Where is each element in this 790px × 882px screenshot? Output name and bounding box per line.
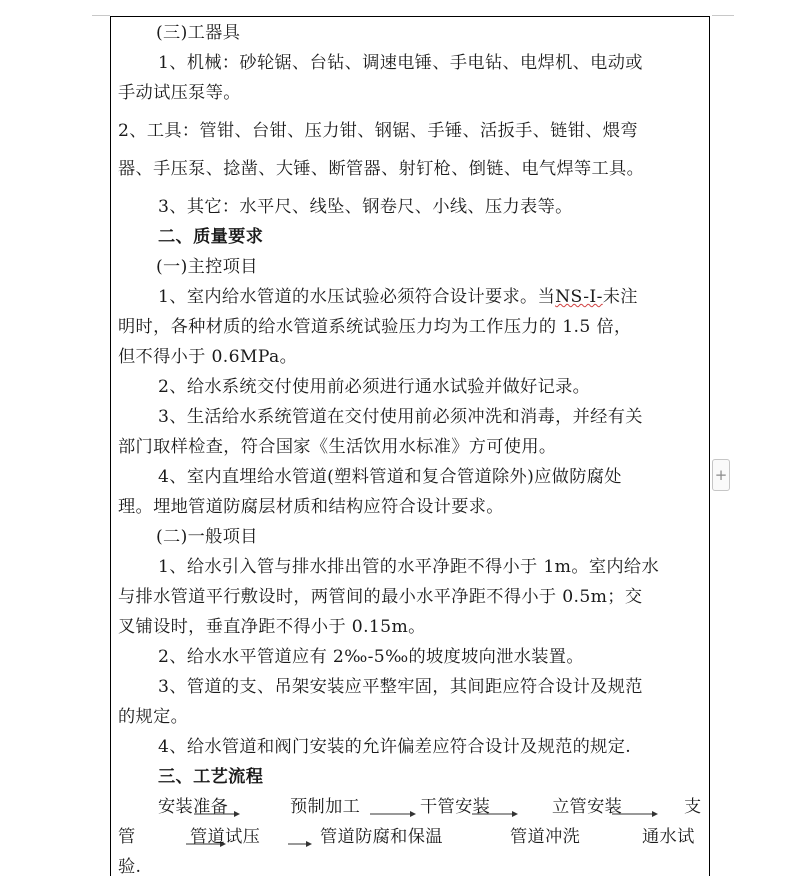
flow-step: 干管安装 — [420, 797, 491, 817]
paragraph-line: 但不得小于 0.6MPa。 — [118, 347, 298, 367]
flow-step: 支 — [684, 797, 702, 817]
flow-arrow-icon — [472, 810, 518, 818]
paragraph-line: 2、给水水平管道应有 2‰-5‰的坡度坡向泄水装置。 — [158, 647, 584, 667]
subsection-heading: (二)一般项目 — [156, 527, 258, 547]
flow-step: 立管安装 — [552, 797, 623, 817]
flow-step: 安装准备 — [158, 797, 229, 817]
paragraph-line: 叉铺设时，垂直净距不得小于 0.15m。 — [118, 617, 426, 637]
flow-step: 管道试压 — [190, 827, 261, 847]
flow-arrow-icon — [370, 810, 416, 818]
paragraph-line: 4、室内直埋给水管道(塑料管道和复合管道除外)应做防腐处 — [158, 467, 622, 487]
paragraph-line: 2、工具：管钳、台钳、压力钳、钢锯、手锤、活扳手、链钳、煨弯 — [118, 121, 638, 141]
section-heading: 三、工艺流程 — [158, 767, 264, 787]
paragraph-line: 部门取样检查，符合国家《生活饮用水标准》方可使用。 — [118, 437, 557, 457]
paragraph-line: 2、给水系统交付使用前必须进行通水试验并做好记录。 — [158, 377, 591, 397]
spellcheck-flagged-text[interactable]: NS-I- — [555, 287, 603, 307]
paragraph-line: 3、管道的支、吊架安装应平整牢固，其间距应符合设计及规范 — [158, 677, 643, 697]
section-heading: 二、质量要求 — [158, 227, 264, 247]
flow-step: 通水试 — [642, 827, 695, 847]
paragraph-line: 1、室内给水管道的水压试验必须符合设计要求。当NS-I-未注 — [158, 287, 638, 307]
section-heading: (三)工器具 — [156, 23, 241, 43]
paragraph-line: 3、生活给水系统管道在交付使用前必须冲洗和消毒，并经有关 — [158, 407, 643, 427]
paragraph-line: 明时，各种材质的给水管道系统试验压力均为工作压力的 1.5 倍， — [118, 317, 632, 337]
paragraph-line: 3、其它：水平尺、线坠、钢卷尺、小线、压力表等。 — [158, 197, 573, 217]
flow-step: 管道冲洗 — [510, 827, 581, 847]
flow-arrow-icon — [288, 840, 312, 848]
subsection-heading: (一)主控项目 — [156, 257, 258, 277]
process-flow-row — [118, 792, 704, 822]
paragraph-line: 1、给水引入管与排水排出管的水平净距不得小于 1m。室内给水 — [158, 557, 660, 577]
paragraph-line: 验. — [118, 857, 142, 877]
paragraph-line: 器、手压泵、捻凿、大锤、断管器、射钉枪、倒链、电气焊等工具。 — [118, 159, 645, 179]
flow-step: 管道防腐和保温 — [320, 827, 443, 847]
paragraph-line: 手动试压泵等。 — [118, 83, 241, 103]
paragraph-line: 1、机械：砂轮锯、台钻、调速电锤、手电钻、电焊机、电动或 — [158, 53, 643, 73]
paragraph-line: 4、给水管道和阀门安装的允许偏差应符合设计及规范的规定. — [158, 737, 632, 757]
page-margin-mark-left — [92, 15, 110, 16]
paragraph-line: 理。埋地管道防腐层材质和结构应符合设计要求。 — [118, 497, 504, 517]
paragraph-line: 的规定。 — [118, 707, 189, 727]
paragraph-line: 与排水管道平行敷设时，两管间的最小水平净距不得小于 0.5m；交 — [118, 587, 643, 607]
flow-arrow-icon — [612, 810, 658, 818]
add-row-button[interactable]: + — [712, 459, 730, 491]
document-body[interactable] — [118, 18, 704, 882]
flow-step: 管 — [118, 827, 136, 847]
flow-arrow-icon — [194, 810, 240, 818]
page-margin-mark-right — [712, 15, 734, 16]
process-flow-row — [118, 822, 704, 852]
flow-step: 预制加工 — [290, 797, 361, 817]
